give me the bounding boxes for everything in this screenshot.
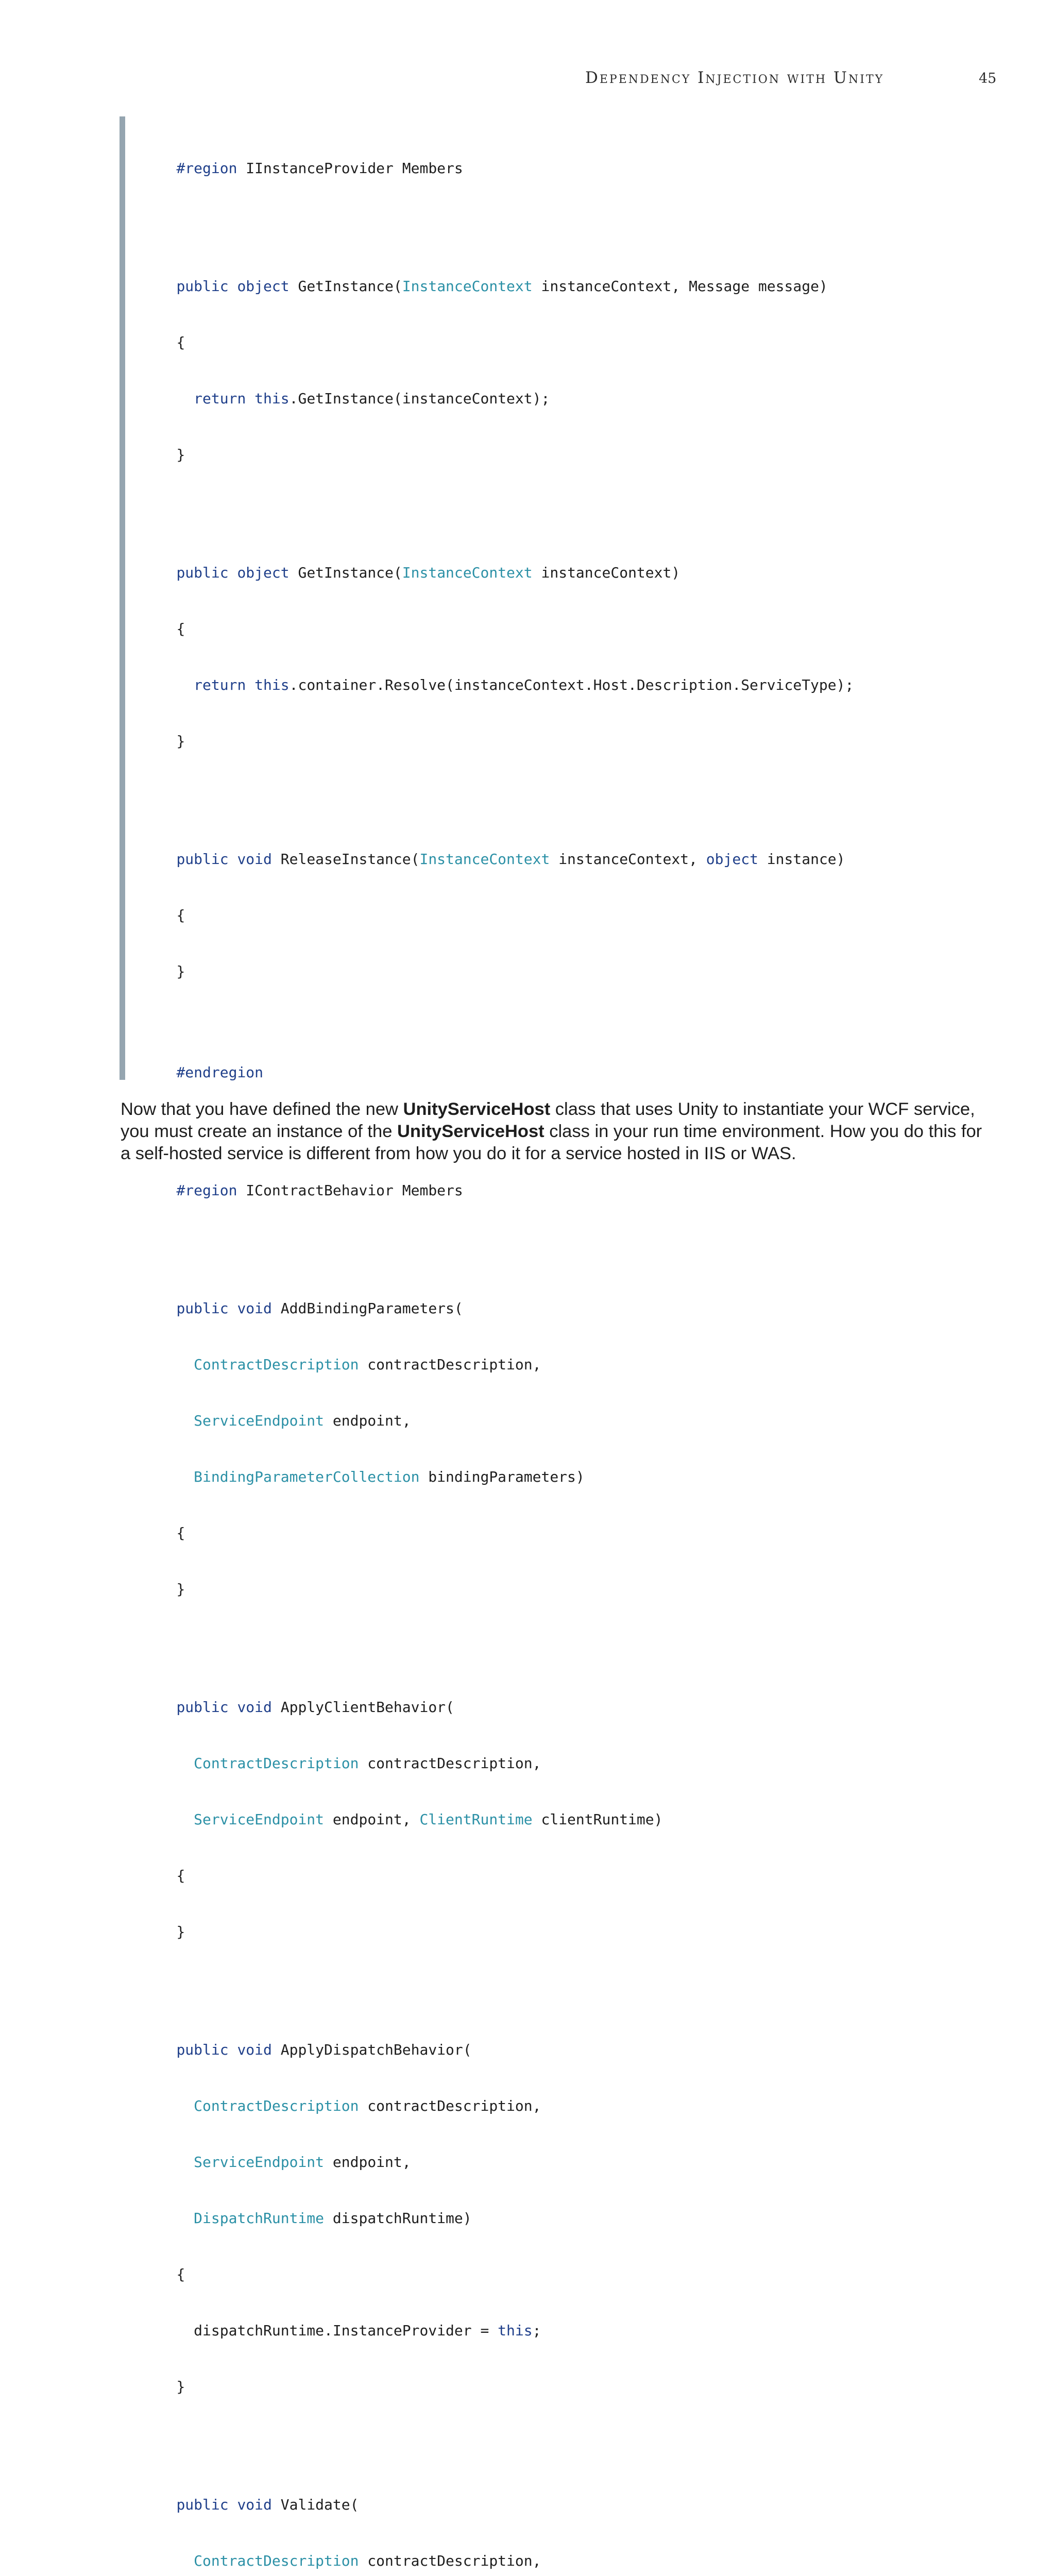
code-keyword: void: [237, 2496, 272, 2513]
code-keyword: object: [237, 564, 290, 581]
code-keyword: public: [176, 564, 229, 581]
code-line: [142, 904, 1017, 926]
code-line: [142, 2263, 1017, 2285]
code-type: ServiceEndpoint: [194, 1811, 325, 1828]
code-type: ContractDescription: [194, 1755, 359, 1772]
code-keyword: public: [176, 2041, 229, 2058]
code-text: {: [176, 1524, 185, 1541]
code-text: {: [176, 620, 185, 637]
code-text: }: [176, 1923, 185, 1940]
code-text: }: [176, 733, 185, 750]
code-line: [142, 444, 1017, 466]
code-directive: #region: [176, 160, 237, 177]
paragraph-text: class that uses Unity to instantiate your WCF service,: [550, 1099, 975, 1119]
code-text: ;: [532, 2322, 541, 2339]
paragraph-line: [121, 1098, 996, 1121]
code-line: [142, 387, 1017, 410]
code-text: instanceContext, Message message): [532, 278, 828, 295]
code-line: [142, 562, 1017, 584]
code-line: [142, 2039, 1017, 2061]
code-text: contractDescription,: [359, 1755, 541, 1772]
code-text: {: [176, 1867, 185, 1884]
code-keyword: public: [176, 2496, 229, 2513]
code-line: [142, 2095, 1017, 2117]
code-directive: #region: [176, 1182, 237, 1199]
code-listing: [142, 106, 1017, 2576]
code-line: [142, 618, 1017, 640]
code-type: ServiceEndpoint: [194, 2154, 325, 2171]
code-keyword: return: [194, 676, 246, 693]
paragraph-line: [121, 1143, 996, 1165]
code-keyword: public: [176, 1699, 229, 1716]
code-type: ContractDescription: [194, 2097, 359, 2114]
code-keyword: void: [237, 851, 272, 868]
code-keyword: void: [237, 1300, 272, 1317]
code-text: }: [176, 446, 185, 463]
code-text: }: [176, 963, 185, 980]
class-name-bold: UnityServiceHost: [397, 1122, 544, 1141]
code-line: [142, 1696, 1017, 1718]
code-text: {: [176, 334, 185, 351]
code-type: ServiceEndpoint: [194, 1412, 325, 1429]
code-text: IInstanceProvider Members: [237, 160, 463, 177]
code-line: [142, 1865, 1017, 1887]
code-keyword: public: [176, 278, 229, 295]
code-line: [142, 275, 1017, 297]
code-keyword: void: [237, 1699, 272, 1716]
code-line: [142, 2319, 1017, 2342]
paragraph-text: Now that you have defined the new: [121, 1099, 403, 1119]
code-keyword: this: [254, 390, 290, 407]
code-keyword: this: [498, 2322, 533, 2339]
class-name-bold: UnityServiceHost: [403, 1099, 551, 1119]
code-line: [142, 1752, 1017, 1774]
code-line: [142, 2376, 1017, 2398]
code-line: [142, 331, 1017, 353]
code-text: bindingParameters): [419, 1468, 585, 1485]
code-line: [142, 848, 1017, 870]
paragraph-text: class in your run time environment. How you do this for: [544, 1122, 982, 1141]
code-text: GetInstance(: [289, 278, 402, 295]
code-directive: #endregion: [176, 1064, 264, 1081]
code-text: dispatchRuntime): [324, 2210, 472, 2227]
code-type: InstanceContext: [419, 851, 550, 868]
code-line: [142, 1179, 1017, 1201]
code-type: InstanceContext: [402, 278, 533, 295]
code-type: InstanceContext: [402, 564, 533, 581]
body-paragraph: [121, 1098, 996, 1165]
code-text: AddBindingParameters(: [271, 1300, 463, 1317]
code-text: {: [176, 907, 185, 924]
code-block-bar: [120, 116, 125, 1080]
code-line: [142, 1578, 1017, 1600]
code-type: ClientRuntime: [419, 1811, 533, 1828]
code-text: endpoint,: [324, 1412, 411, 1429]
code-type: BindingParameterCollection: [194, 1468, 420, 1485]
code-text: {: [176, 2266, 185, 2283]
code-line: [142, 1808, 1017, 1831]
code-line: [142, 730, 1017, 752]
code-line: [142, 1522, 1017, 1544]
code-line: [142, 1921, 1017, 1943]
code-text: ApplyDispatchBehavior(: [271, 2041, 472, 2058]
code-line: [142, 1061, 1017, 1083]
code-line: [142, 2550, 1017, 2572]
code-text: instanceContext): [532, 564, 680, 581]
code-text: .GetInstance(instanceContext);: [289, 390, 550, 407]
code-type: DispatchRuntime: [194, 2210, 325, 2227]
code-text: contractDescription,: [359, 1356, 541, 1373]
code-keyword: public: [176, 1300, 229, 1317]
code-text: IContractBehavior Members: [237, 1182, 463, 1199]
paragraph-text: a self-hosted service is different from how you do it for a service hosted in IIS or WAS.: [121, 1144, 796, 1163]
code-text: endpoint,: [324, 2154, 411, 2171]
code-type: ContractDescription: [194, 1356, 359, 1373]
paragraph-text: you must create an instance of the: [121, 1122, 397, 1141]
code-line: [142, 157, 1017, 179]
code-keyword: void: [237, 2041, 272, 2058]
code-text: instance): [758, 851, 845, 868]
code-keyword: object: [706, 851, 758, 868]
code-text: contractDescription,: [359, 2552, 541, 2569]
code-text: GetInstance(: [289, 564, 402, 581]
code-keyword: return: [194, 390, 246, 407]
code-line: [142, 2207, 1017, 2229]
code-keyword: public: [176, 851, 229, 868]
code-type: ContractDescription: [194, 2552, 359, 2569]
code-line: [142, 2494, 1017, 2516]
code-keyword: this: [254, 676, 290, 693]
paragraph-line: [121, 1121, 996, 1143]
code-text: ApplyClientBehavior(: [271, 1699, 454, 1716]
code-line: [142, 2151, 1017, 2173]
code-text: dispatchRuntime.InstanceProvider =: [194, 2322, 498, 2339]
code-line: [142, 1410, 1017, 1432]
code-text: instanceContext,: [550, 851, 706, 868]
code-text: endpoint,: [324, 1811, 420, 1828]
running-head: Dependency Injection with Unity: [585, 69, 884, 87]
code-line: [142, 674, 1017, 696]
page-number: 45: [979, 71, 997, 87]
code-line: [142, 1353, 1017, 1376]
code-text: }: [176, 2378, 185, 2395]
code-line: [142, 1466, 1017, 1488]
code-text: .container.Resolve(instanceContext.Host.Description.ServiceType);: [289, 676, 854, 693]
code-text: clientRuntime): [532, 1811, 663, 1828]
code-line: [142, 1297, 1017, 1319]
code-text: ReleaseInstance(: [271, 851, 420, 868]
code-text: Validate(: [271, 2496, 359, 2513]
code-text: }: [176, 1581, 185, 1598]
code-keyword: object: [237, 278, 290, 295]
code-text: contractDescription,: [359, 2097, 541, 2114]
code-line: [142, 960, 1017, 982]
